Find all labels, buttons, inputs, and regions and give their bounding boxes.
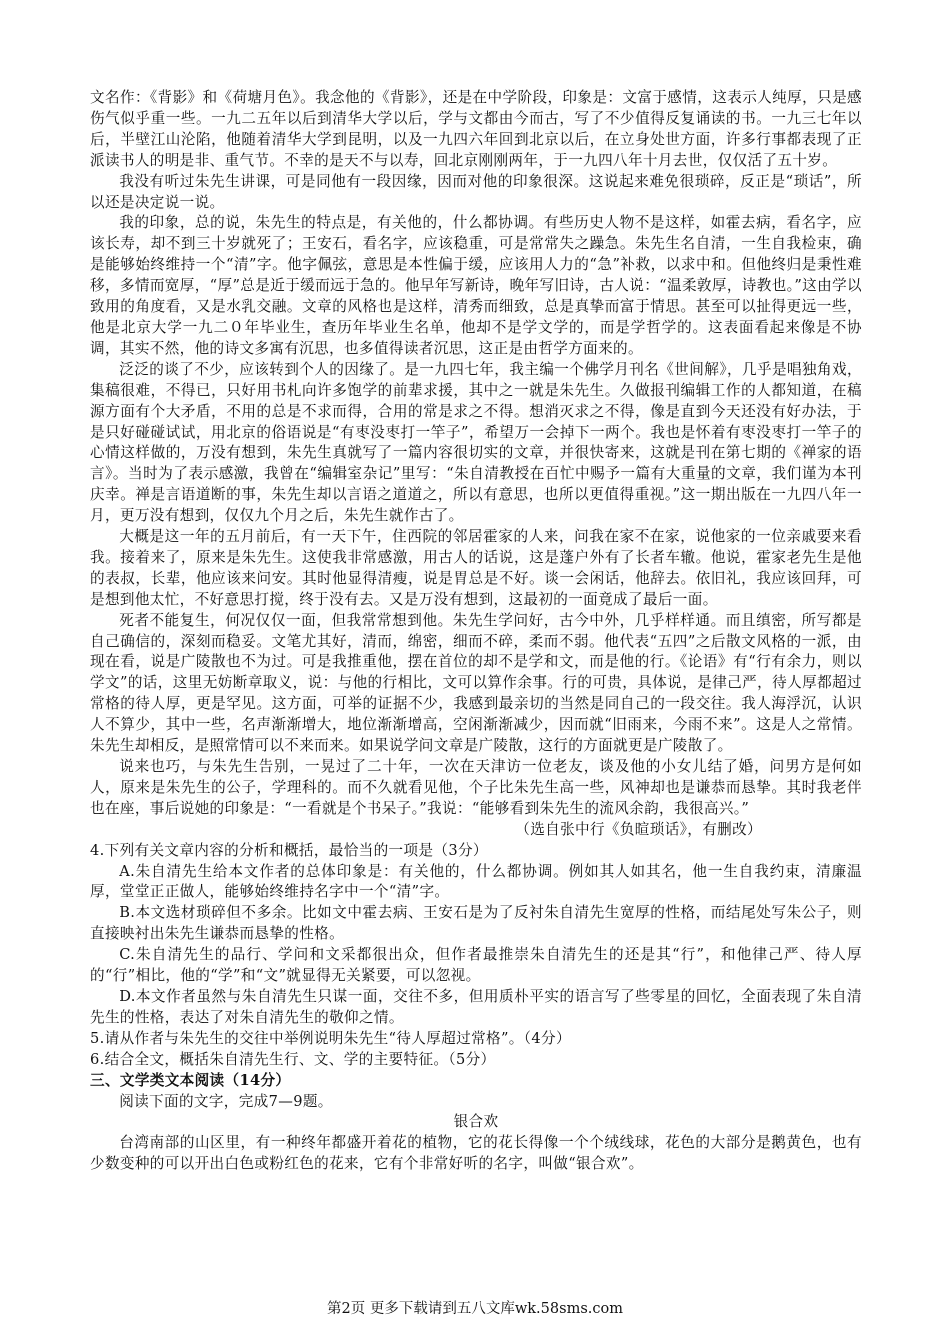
section-3-instruction: 阅读下面的文字，完成7—9题。	[119, 1092, 333, 1110]
paragraph-7: 说来也巧，与朱先生告别，一晃过了二十年，一次在天津访一位老友，谈及他的小女儿结了婚，问男方是何如人，原来是朱先生的公子，学理科的。而不久就看见他，个子比朱先生高一些，风神却也是谦恭而恳挚。其时我老伴也在座，事后说她的印象是：“一看就是个书呆子。”我说：“能够看到朱先生的流风余韵，我很高兴。”	[90, 758, 862, 817]
page-footer: 第2页 更多下载请到五八文库wk.58sms.com	[327, 1301, 623, 1317]
question-4-option-d: D.本文作者虽然与朱自清先生只谋一面，交往不多，但用质朴平实的语言写了些零星的回忆，全面表现了朱自清先生的性格，表达了对朱自清先生的敬仰之情。	[90, 987, 862, 1026]
paragraph-3: 我的印象，总的说，朱先生的特点是，有关他的，什么都协调。有些历史人物不是这样，如霍去病，看名字，应该长寿，却不到三十岁就死了；王安石，看名字，应该稳重，可是常常失之躁急。朱先生名自清，一生自我检束，确是能够始终维持一个“清”字。他字佩弦，意思是本性偏于缓，应该用人力的“急”补救，以求中和。但他终归是秉性难移，多情而宽厚，“厚”总是近于缓而远于急的。他早年写新诗，晚年写旧诗，古人说：“温柔敦厚，诗教也。”这由学以致用的角度看，又是水乳交融。文章的风格也是这样，清秀而细致，总是真挚而富于情思。甚至可以扯得更远一些，他是北京大学一九二０年毕业生，查历年毕业生名单，他却不是学文学的，而是学哲学的。这表面看起来像是不协调，其实不然，他的诗文多寓有沉思，也多值得读者沉思，这正是由哲学方面来的。	[90, 214, 862, 357]
question-4-option-b: B.本文选材琐碎但不多余。比如文中霍去病、王安石是为了反衬朱自清先生宽厚的性格，而结尾处写朱公子，则直接映衬出朱先生谦恭而恳挚的性格。	[90, 904, 862, 943]
section-3-heading: 三、文学类文本阅读（14分）	[90, 1071, 291, 1089]
paragraph-5: 大概是这一年的五月前后，有一天下午，住西院的邻居霍家的人来，问我在家不在家，说他家的一位亲戚要来看我。接着来了，原来是朱先生。这使我非常感激，用古人的话说，这是蓬户外有了长者车辙。他说，霍家老先生是他的表叔，长辈，他应该来问安。其时他显得清瘦，说是胃总是不好。谈一会闲话，他辞去。依旧礼，我应该回拜，可是想到他太忙，不好意思打搅，终于没有去。又是万没有想到，这最初的一面竟成了最后一面。	[90, 528, 862, 608]
question-4: 4.下列有关文章内容的分析和概括，最恰当的一项是（3分）	[90, 841, 488, 859]
paragraph-1: 文名作：《背影》和《荷塘月色》。我念他的《背影》，还是在中学阶段，印象是：文富于感情，这表示人纯厚，只是感伤气似乎重一些。一九二五年以后到清华大学以后，学与文都由今而古，写了不少值得反复诵读的书。一九三七年以后，半壁江山沦陷，他随着清华大学到昆明，以及一九四六年回到北京以后，在立身处世方面，许多行事都表现了正派读书人的明是非、重气节。不幸的是天不与以寿，回北京刚刚两年，于一九四八年十月去世，仅仅活了五十岁。	[90, 89, 862, 169]
document-page	[90, 88, 862, 1175]
question-6: 6.结合全文，概括朱自清先生行、文、学的主要特征。（5分）	[90, 1050, 496, 1068]
source-note: （选自张中行《负暄琐话》，有删改）	[515, 820, 762, 838]
paragraph-4: 泛泛的谈了不少，应该转到个人的因缘了。是一九四七年，我主编一个佛学月刊名《世间解》，几乎是唱独角戏，集稿很难，不得已，只好用书札向许多饱学的前辈求援，其中之一就是朱先生。久做报刊编辑工作的人都知道，在稿源方面有个大矛盾，不用的总是不求而得，合用的常是求之不得。想消灭求之不得，像是直到今天还没有好办法，于是只好碰碰试试，用北京的俗语说是“有枣没枣打一竿子”，希望万一会掉下一两个。我也是怀着有枣没枣打一竿子的心情这样做的，万没有想到，朱先生真就写了一篇内容很切实的文章，并很快寄来，这就是刊在第七期的《禅家的语言》。当时为了表示感激，我曾在“编辑室杂记”里写：“朱自清教授在百忙中赐予一篇有大重量的文章，我们谨为本刊庆幸。禅是言语道断的事，朱先生却以言语之道道之，所以有意思，也所以更值得重视。”这一期出版在一九四八年一月，更万没有想到，仅仅九个月之后，朱先生就作古了。	[90, 360, 862, 525]
question-5: 5.请从作者与朱先生的交往中举例说明朱先生“待人厚超过常格”。（4分）	[90, 1029, 571, 1047]
question-4-option-a: A.朱自清先生给本文作者的总体印象是：有关他的，什么都协调。例如其人如其名，他一生自我约束，清廉温厚，堂堂正正做人，能够始终维持名字中一个“清”字。	[90, 862, 862, 901]
question-4-option-c: C.朱自清先生的品行、学问和文采都很出众，但作者最推崇朱自清先生的还是其“行”，和他律己严、待人厚的“行”相比，他的“学”和“文”就显得无关紧要，可以忽视。	[90, 946, 862, 985]
paragraph-2: 我没有听过朱先生讲课，可是同他有一段因缘，因而对他的印象很深。这说起来难免很琐碎，反正是“琐话”，所以还是决定说一说。	[90, 172, 862, 211]
paragraph-6: 死者不能复生，何况仅仅一面，但我常常想到他。朱先生学问好，古今中外，几乎样样通。而且缜密，所写都是自己确信的，深刻而稳妥。文笔尤其好，清而，绵密，细而不碎，柔而不弱。他代表“五四”之后散文风格的一派，由现在看，说是广陵散也不为过。可是我推重他，摆在首位的却不是学和文，而是他的行。《论语》有“行有余力，则以学文”的话，这里无妨断章取义，说：与他的行相比，文可以算作余事。行的可贵，具体说，是律己严，待人厚都超过常格的待人厚，更是罕见。这方面，可举的证据不少，我感到最亲切的当然是同自己的一段交往。我人海浮沉，认识人不算少，其中一些，名声渐渐增大，地位渐渐增高，空闲渐渐减少，因而就“旧雨来，今雨不来”。这是人之常情。朱先生却相反，是照常情可以不来而来。如果说学问文章是广陵散，这行的方面就更是广陵散了。	[90, 611, 862, 755]
passage-title: 银合欢	[453, 1113, 499, 1131]
passage-paragraph-1: 台湾南部的山区里，有一种终年都盛开着花的植物，它的花长得像一个个绒线球，花色的大部分是鹅黄色，也有少数变种的可以开出白色或粉红色的花来，它有个非常好听的名字，叫做“银合欢”。	[90, 1134, 862, 1173]
